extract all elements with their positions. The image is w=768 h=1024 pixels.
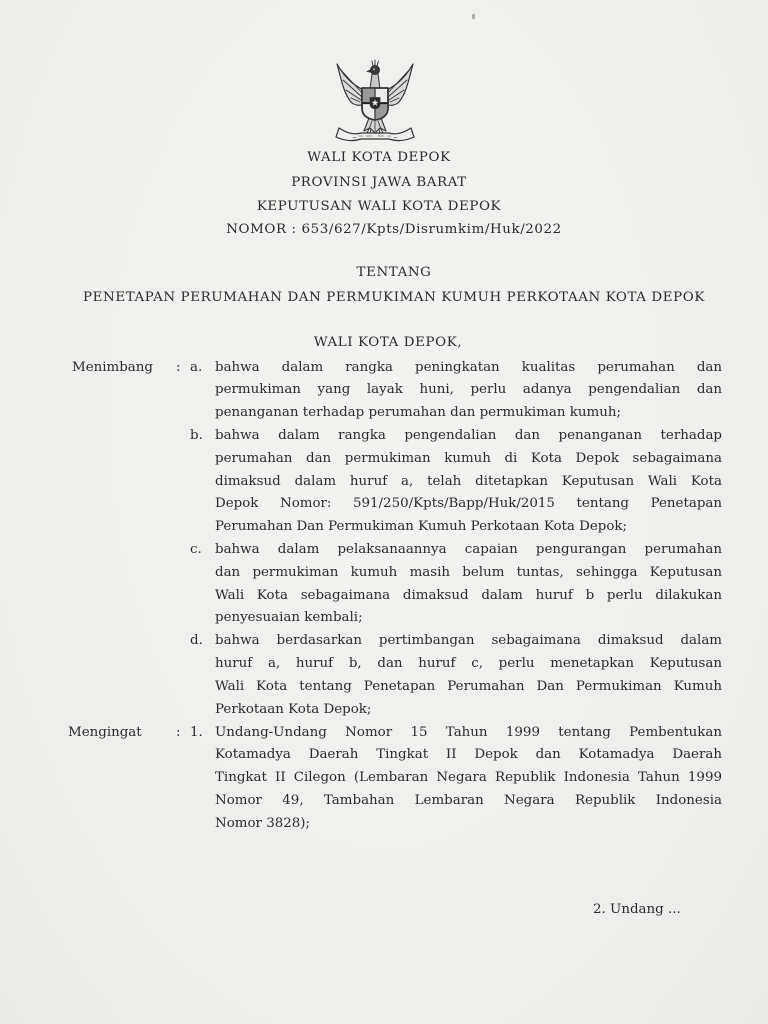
text-line: Perkotaan Kota Depok; <box>215 701 372 717</box>
list-item <box>188 722 722 836</box>
text-line: Perumahan Dan Permukiman Kumuh Perkotaan Kota Depok; <box>215 519 628 535</box>
recalling-list <box>188 722 722 836</box>
text-line: bahwa berdasarkan pertimbangan sebagaimana dimaksud dalam <box>215 633 722 649</box>
text-line: huruf a, huruf b, dan huruf c, perlu menetapkan Keputusan <box>215 655 722 671</box>
considering-label: Menimbang <box>72 359 153 375</box>
regent-title: WALI KOTA DEPOK <box>307 150 451 165</box>
text-line: Wali Kota tentang Penetapan Perumahan Dan Permukiman Kumuh <box>215 678 722 694</box>
item-text <box>215 425 722 539</box>
text-line: dan permukiman kumuh masih belum tuntas, sehingga Keputusan <box>215 564 722 580</box>
text-line: permukiman yang layak huni, perlu adanya pengendalian dan <box>215 382 722 398</box>
decree-title: KEPUTUSAN WALI KOTA DEPOK <box>256 199 502 214</box>
decree-subject: PENETAPAN PERUMAHAN DAN PERMUKIMAN KUMUH PERKOTAAN KOTA DEPOK <box>83 290 705 305</box>
text-line: penanganan terhadap perumahan dan permukiman kumuh; <box>215 405 621 421</box>
text-line: bahwa dalam pelaksanaannya capaian pengurangan perumahan <box>215 541 722 557</box>
considering-colon: : <box>176 359 181 375</box>
text-line: Kotamadya Daerah Tingkat II Depok dan Kotamadya Daerah <box>215 747 722 763</box>
text-line: Undang-Undang Nomor 15 Tahun 1999 tentang Pembentukan <box>215 724 722 740</box>
item-text <box>215 630 722 721</box>
item-marker: a. <box>190 359 203 375</box>
decree-number: NOMOR : 653/627/Kpts/Disrumkim/Huk/2022 <box>226 222 562 237</box>
text-line: Depok Nomor: 591/250/Kpts/Bapp/Huk/2015 tentang Penetapan <box>215 496 722 512</box>
item-marker: 1. <box>190 724 203 740</box>
considering-list <box>188 357 722 722</box>
text-line: Wali Kota sebagaimana dimaksud dalam huruf b perlu dilakukan <box>215 587 722 603</box>
about-label: TENTANG <box>356 265 432 280</box>
garuda-emblem <box>329 58 421 144</box>
recalling-colon: : <box>176 724 181 740</box>
province-title: PROVINSI JAWA BARAT <box>291 175 467 190</box>
recalling-label: Mengingat <box>68 724 142 740</box>
scan-speck <box>472 14 475 19</box>
text-line: bahwa dalam rangka pengendalian dan penanganan terhadap <box>215 427 722 443</box>
item-text <box>215 539 722 630</box>
item-marker: c. <box>190 541 202 557</box>
item-text <box>215 357 722 425</box>
issuer-line: WALI KOTA DEPOK, <box>313 335 463 350</box>
text-line: dimaksud dalam huruf a, telah ditetapkan Keputusan Wali Kota <box>215 473 722 489</box>
text-line: Tingkat II Cilegon (Lembaran Negara Republik Indonesia Tahun 1999 <box>215 770 722 786</box>
list-item <box>188 539 722 630</box>
item-text <box>215 722 722 836</box>
text-line: Nomor 3828); <box>215 815 311 831</box>
item-marker: d. <box>190 633 203 649</box>
page-continuation: 2. Undang ... <box>593 902 681 917</box>
text-line: perumahan dan permukiman kumuh di Kota Depok sebagaimana <box>215 450 722 466</box>
list-item <box>188 425 722 539</box>
text-line: bahwa dalam rangka peningkatan kualitas perumahan dan <box>215 359 722 375</box>
item-marker: b. <box>190 427 203 443</box>
text-line: penyesuaian kembali; <box>215 610 363 626</box>
list-item <box>188 357 722 425</box>
list-item <box>188 630 722 721</box>
text-line: Nomor 49, Tambahan Lembaran Negara Republik Indonesia <box>215 792 722 808</box>
